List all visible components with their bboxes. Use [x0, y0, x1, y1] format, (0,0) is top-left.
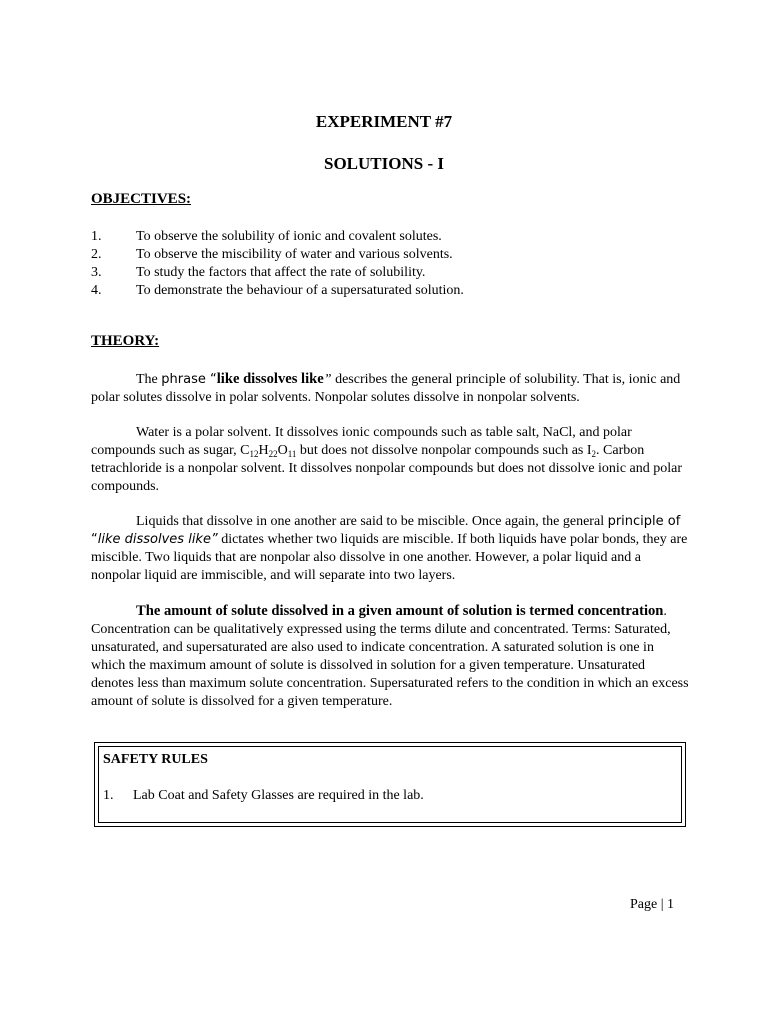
- p4-bold-definition: The amount of solute dissolved in a given amount of solution is termed concentration: [136, 603, 664, 619]
- p3-text: dictates whether two liquids are miscible. If both liquids have polar bonds, they are miscible. Two liquids that are nonpolar also dissolve in one another. However, a polar liquid and a nonpolar liquid are immiscible, and will separate into two layers.: [91, 532, 688, 583]
- p2-text: H: [258, 443, 269, 458]
- list-item: [91, 264, 691, 282]
- p2-subscript: 22: [268, 449, 278, 459]
- list-item-number: 3.: [91, 265, 102, 280]
- safety-rules-heading: SAFETY RULES: [103, 752, 208, 767]
- p2-text: but does not dissolve nonpolar compounds such as I: [296, 443, 592, 458]
- p4-text: . Concentration can be qualitatively expressed using the terms dilute and concentrated. Terms: Saturated, unsaturated, and supersaturated are also used to indicate concentration. A saturated solution is one in which the maximum amount of solute is dissolved in solution for a given temperature. Unsaturated denotes less than maximum solute concentration. Supersaturated refers to the condition in which an excess amount of solute is dissolved for a given temperature.: [91, 604, 689, 709]
- p2-text: O: [277, 443, 288, 458]
- p2-subscript: 2: [591, 449, 597, 459]
- theory-paragraph-3: [91, 513, 691, 585]
- theory-paragraph-4: [91, 602, 691, 711]
- p1-quote-close: ”: [323, 372, 332, 387]
- p2-text: . Carbon tetrachloride is a nonpolar solvent. It dissolves nonpolar compounds but does not dissolve ionic and polar compounds.: [91, 443, 683, 494]
- p3-italic-phrase: like dissolves like”: [97, 532, 218, 547]
- experiment-subtitle: SOLUTIONS - I: [324, 154, 444, 173]
- page-number: Page | 1: [630, 897, 675, 912]
- theory-paragraph-2: [91, 424, 691, 496]
- p2-text: Water is a polar solvent. It dissolves ionic compounds such as table salt, NaCl, and polar compounds such as sugar, C: [91, 425, 632, 458]
- objectives-heading: OBJECTIVES:: [91, 191, 192, 207]
- list-item: [91, 282, 691, 300]
- list-item: [91, 246, 691, 264]
- objectives-list: [91, 228, 691, 300]
- theory-heading: THEORY:: [91, 333, 160, 349]
- list-item-number: 2.: [91, 247, 102, 262]
- safety-rules-inner-border: [98, 746, 682, 823]
- theory-paragraph-1: [91, 370, 691, 407]
- list-item: [103, 788, 424, 804]
- list-item-number: 1.: [103, 788, 114, 803]
- list-item-text: Lab Coat and Safety Glasses are required in the lab.: [133, 788, 424, 803]
- list-item-number: 1.: [91, 229, 102, 244]
- list-item-text: To demonstrate the behaviour of a supersaturated solution.: [136, 283, 464, 298]
- experiment-title: EXPERIMENT #7: [315, 112, 453, 131]
- p3-text: principle of “: [91, 514, 681, 547]
- list-item-text: To observe the solubility of ionic and covalent solutes.: [136, 229, 442, 244]
- p1-bold-phrase: like dissolves like: [216, 371, 324, 387]
- list-item-text: To study the factors that affect the rate of solubility.: [136, 265, 426, 280]
- p3-text: Liquids that dissolve in one another are said to be miscible. Once again, the general: [136, 514, 608, 529]
- p2-subscript: 12: [249, 449, 259, 459]
- p1-pre: The: [136, 372, 162, 387]
- list-item-number: 4.: [91, 283, 102, 298]
- safety-rules-box: [94, 742, 686, 827]
- list-item: [91, 228, 691, 246]
- p1-phrase: phrase “: [161, 372, 217, 387]
- p2-subscript: 11: [287, 449, 297, 459]
- list-item-text: To observe the miscibility of water and various solvents.: [136, 247, 453, 262]
- p1-rest: describes the general principle of solubility. That is, ionic and polar solutes dissolve in polar solvents. Nonpolar solutes dissolve in nonpolar solvents.: [91, 372, 681, 405]
